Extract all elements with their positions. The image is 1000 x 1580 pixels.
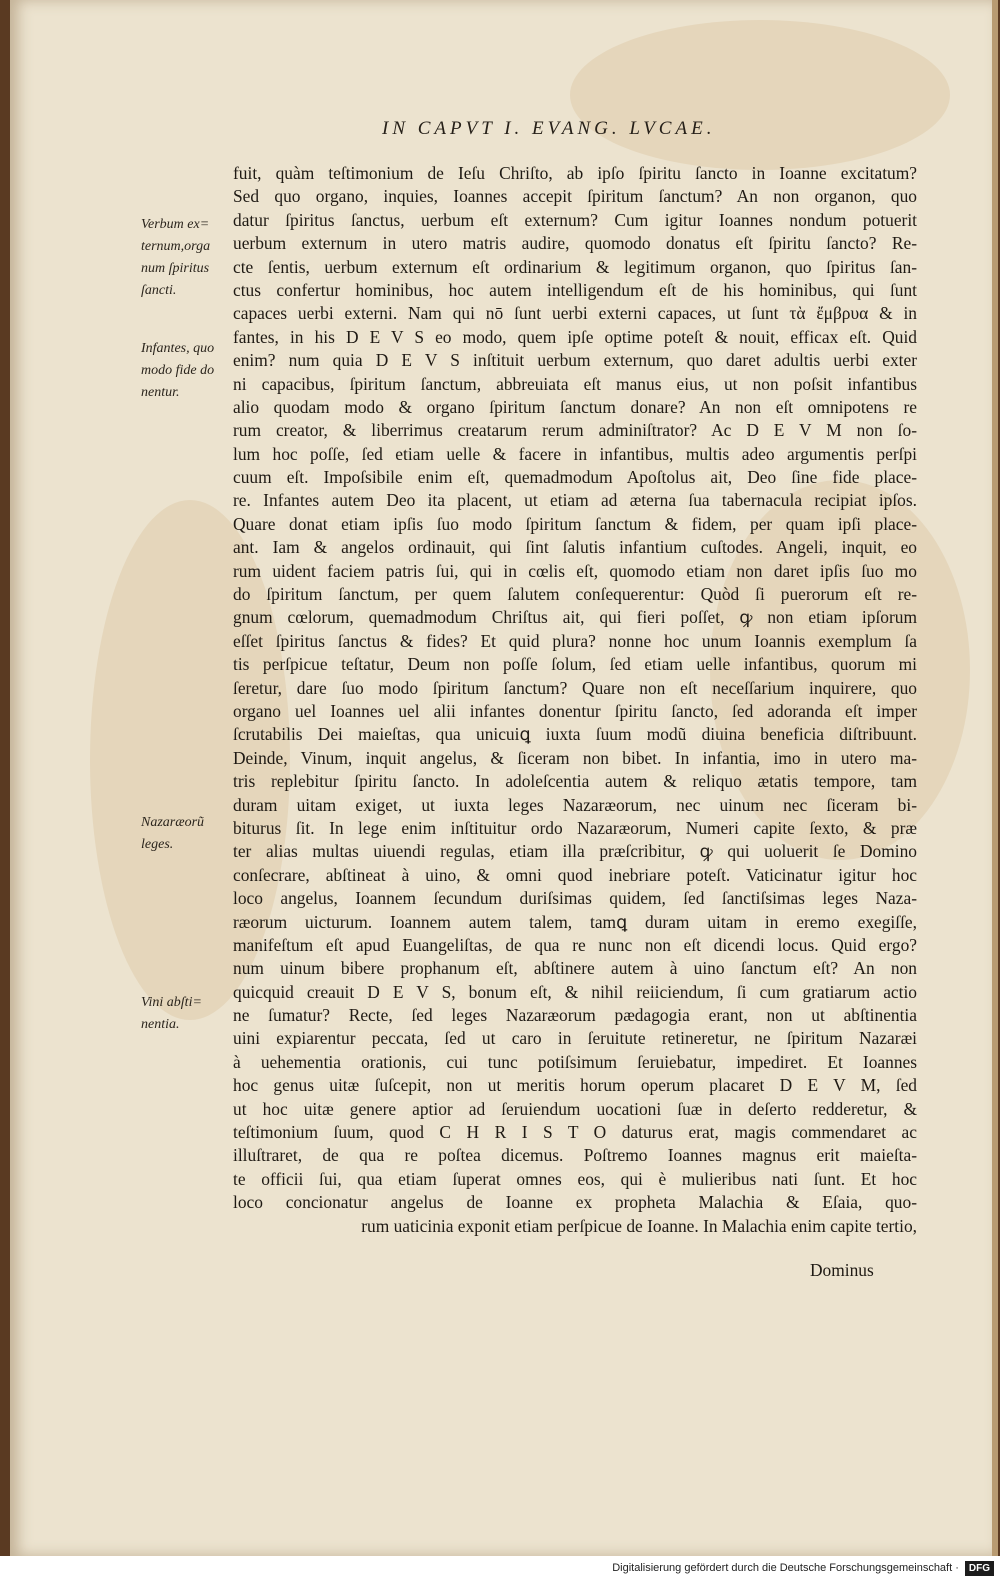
text-line: Deinde, Vinum, inquit angelus, & ſiceram non bibet. In infantia, imo in utero ma- [233, 747, 917, 768]
catchword: Dominus [810, 1260, 874, 1280]
text-line: uini expiarentur peccata, ſed ut caro in ſeruitute retineretur, ne ſpiritum Nazaræi [233, 1028, 917, 1049]
text-line: enim? num quia D E V S inſtituit uerbum externum, quo daret adultis uerbi exter [233, 350, 917, 371]
text-line: cuum eſt. Impoſsibile enim eſt, quemadmodum Apoſtolus ait, Deo ſine fide place- [233, 467, 917, 488]
text-line: loco concionatur angelus de Ioanne ex propheta Malachia & Eſaia, quo- [233, 1192, 917, 1213]
water-stain [570, 20, 950, 170]
text-line: hoc genus uitæ ſuſcepit, non ut meritis horum operum placaret D E V M, ſed [233, 1075, 917, 1096]
margin-note-nazaraeorum: Nazaræorũ leges. [141, 815, 205, 852]
text-line: re. Infantes autem Deo ita placent, ut etiam ad æterna ſua tabernacula recipiat ipſos. [233, 490, 917, 511]
text-line: capaces uerbi externi. Nam qui nō ſunt uerbi externi capaces, ut ſunt τὰ ἔμβρυα & in [233, 303, 917, 324]
running-header: IN CAPVT I. EVANG. LVCAE. [382, 118, 716, 139]
dfg-logo: DFG [965, 1561, 994, 1576]
text-line: uerbum externum in utero matris audire, quomodo donatus eſt ſpiritu ſancto? Re- [233, 233, 917, 254]
text-line: teſtimonium ſuum, quod C H R I S T O daturus erat, magis commendaret ac [233, 1122, 917, 1143]
text-line: eſſet ſpiritus ſanctus & fides? Et quid plura? nonne hoc unum Ioannis exemplum ſa [233, 630, 917, 651]
text-line: tis perſpicue teſtatur, Deum non poſſe ſolum, ſed etiam uelle infantibus, quorum mi [233, 654, 917, 675]
text-line: Sed quo organo, inquies, Ioannes accepit ſpiritum ſanctum? An non organon, quo [233, 186, 917, 207]
text-line: fuit, quàm teſtimonium de Ieſu Chriſto, ab ipſo ſpiritu ſancto in Ioanne excitatum? [233, 163, 917, 183]
text-line: loco angelus, Ioannem ſecundum duriſsimas quidem, ſed ſanctiſsimas leges Naza- [233, 888, 917, 909]
text-line: ant. Iam & angelos ordinauit, qui ſint ſalutis infantium cuſtodes. Angeli, inquit, eo [233, 537, 917, 558]
text-line: alio quodam modo & organo ſpiritum ſanctum donare? An non eſt omnipotens re [233, 396, 917, 417]
text-line: illuſtraret, de qua re poſtea dicemus. Poſtremo Ioannes magnus erit maieſta- [233, 1145, 917, 1166]
text-line: ni capacibus, ſpiritum ſanctum, abbreuiata eſt manus eius, ut non poſsit infantibus [233, 373, 917, 394]
text-line: ctus confertur hominibus, hoc autem intelligendum eſt de his hominibus, qui ſunt [233, 279, 917, 300]
text-line: te officii ſui, qua etiam ſuperat omnes eos, qui è mulieribus nati ſunt. Et hoc [233, 1168, 917, 1189]
text-line: rum uident faciem patris ſui, qui in cœlis eſt, quomodo etiam non daret ipſis ſuo mo [233, 560, 917, 581]
text-line: datur ſpiritus ſanctus, uerbum eſt externum? Cum igitur Ioannes nondum potuerit [233, 209, 917, 230]
margin-note-verbum: Verbum ex= ternum,orga num ſpiritus ſancti. [141, 217, 211, 298]
footer-text: Digitalisierung gefördert durch die Deutsche Forschungsgemeinschaft · [612, 1562, 959, 1574]
text-line: lum hoc poſſe, ſed etiam uelle & facere in infantibus, multis adeo argumentis perſpi [233, 443, 917, 464]
text-line: do ſpiritum ſanctum, per quem ſalutem conſequerentur: Quòd ſi puerorum eſt re- [233, 584, 917, 605]
text-line: ræorum uicturum. Ioannem autem talem, tamꝗ duram uitam in eremo exegiſſe, [233, 911, 917, 932]
text-line: ſcrutabilis Dei maieſtas, qua unicuiꝗ iuxta ſuum modũ diuina beneficia diſtribuunt. [233, 724, 917, 745]
margin-note-infantes: Infantes, quo modo fide do nentur. [141, 341, 215, 400]
text-line: manifeſtum eſt apud Euangeliſtas, de qua re nunc non eſt dicendi locus. Quid ergo? [233, 934, 917, 955]
text-line: rum uaticinia exponit etiam perſpicue de Ioanne. In Malachia enim capite tertio, [361, 1215, 917, 1236]
text-line: à uehementia orationis, cui tunc potiſsimum ſeruiebatur, impediret. Et Ioannes [233, 1051, 917, 1072]
text-line: ſeretur, dare ſuo modo ſpiritum ſanctum? Quare non eſt neceſſarium inquirere, quo [233, 677, 917, 698]
text-line: ne ſumatur? Recte, ſed leges Nazaræorum pædagogia erant, non ut abſtinentia [233, 1005, 917, 1026]
margin-note-vini: Vini abſti= nentia. [141, 995, 202, 1032]
text-line: biturus ſit. In lege enim inſtituitur ordo Nazaræorum, Numeri capite ſexto, & præ [233, 817, 917, 838]
digitization-footer [0, 1556, 1000, 1580]
text-line: tris replebitur ſpiritu ſancto. In adoleſcentia autem & reliquo ætatis tempore, tam [233, 771, 917, 792]
text-line: rum creator, & liberrimus creatarum rerum adminiſtrator? Ac D E V M non ſo- [233, 420, 917, 441]
text-line: conſecrare, abſtineat à uino, & omni quod inebriare poteſt. Vaticinatur igitur hoc [233, 864, 917, 885]
text-line: num uinum bibere prophanum eſt, abſtinere autem à uino ſanctum eſt? An non [233, 958, 917, 979]
text-line: Quare donat etiam ipſis ſuo modo ſpiritum ſanctum & fidem, per quam ipſi place- [233, 513, 917, 534]
text-line: cte ſentis, uerbum externum eſt ordinarium & legitimum organon, quo ſpiritus ſan- [233, 256, 917, 277]
main-text-column [233, 162, 917, 1238]
text-line: duram uitam exiget, ut iuxta leges Nazaræorum, nec uinum nec ſiceram bi- [233, 794, 917, 815]
text-line: quicquid creauit D E V S, bonum eſt, & nihil reiiciendum, ſi cum gratiarum actio [233, 981, 917, 1002]
text-line: ter alias multas uiuendi regulas, etiam illa præſcribitur, ꝙ qui uoluerit ſe Domino [233, 841, 917, 862]
text-line: gnum cœlorum, quemadmodum Chriſtus ait, qui fieri poſſet, ꝙ non etiam ipſorum [233, 607, 917, 628]
text-line: organo uel Ioannes uel alii infantes donentur ſpiritu ſancto, ſed adoranda eſt imper [233, 700, 917, 721]
text-line: ut hoc uitæ genere aptior ad ſeruiendum uocationi ſuæ in deſerto redderetur, & [233, 1098, 917, 1119]
book-page [10, 0, 998, 1556]
text-line: fantes, in his D E V S eo modo, quem ipſe optime poteſt & nouit, efficax eſt. Quid [233, 326, 917, 347]
